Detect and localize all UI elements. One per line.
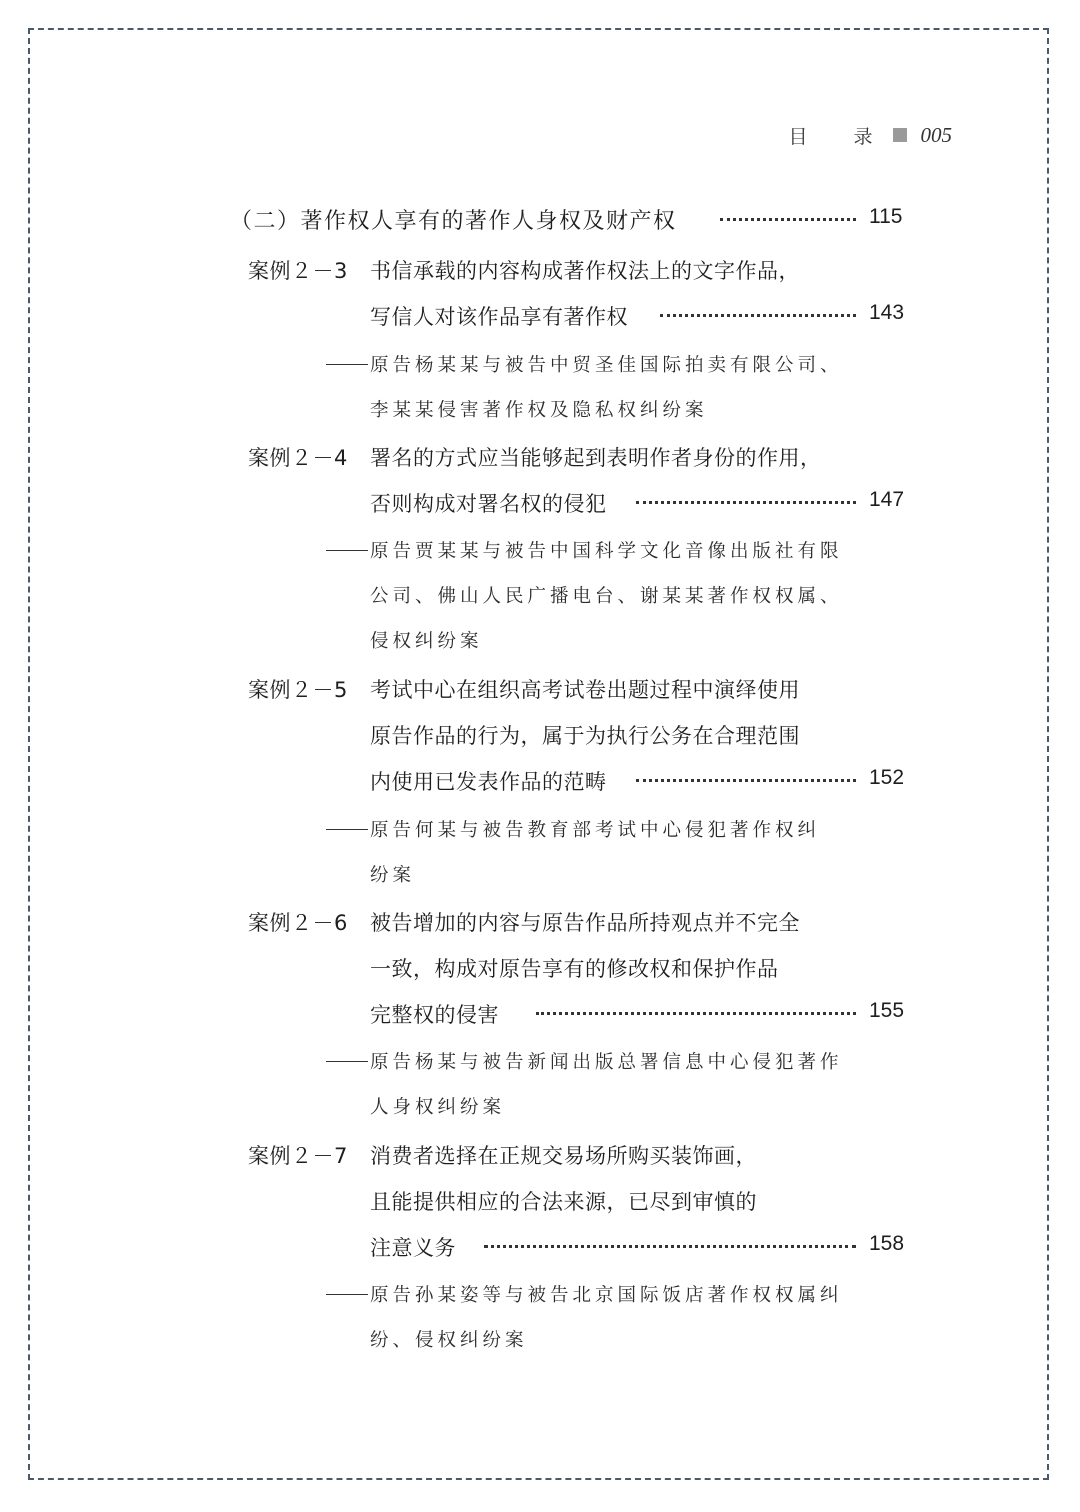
case-title-line: 一致，构成对原告享有的修改权和保护作品 [370, 957, 779, 981]
case-title-line: 考试中心在组织高考试卷出题过程中演绎使用 [370, 678, 800, 702]
case-page: 158 [869, 1232, 905, 1255]
case-subtitle-line: 原告何某与被告教育部考试中心侵犯著作权纠 [370, 820, 821, 841]
case-subtitle-line: 原告孙某姿等与被告北京国际饭店著作权权属纠 [370, 1285, 843, 1306]
case-title-line: 且能提供相应的合法来源，已尽到审慎的 [370, 1190, 757, 1214]
case-title-line: 否则构成对署名权的侵犯 [370, 492, 607, 516]
case-subtitle-line: 侵权纠纷案 [370, 631, 483, 652]
case-id: 案例２－3 [248, 259, 348, 283]
leader-dots [660, 314, 856, 317]
header-label: 目 录 [788, 125, 893, 148]
leader-dots [636, 501, 856, 504]
case-subtitle-line: 纷案 [370, 865, 416, 886]
case-subtitle-line: 原告贾某某与被告中国科学文化音像出版社有限 [370, 541, 843, 562]
case-id: 案例２－4 [248, 446, 348, 470]
case-page: 155 [869, 999, 905, 1022]
leader-dots [536, 1012, 856, 1015]
case-id: 案例２－5 [248, 678, 348, 702]
running-header [788, 120, 952, 150]
case-title-line: 被告增加的内容与原告作品所持观点并不完全 [370, 911, 800, 935]
case-subtitle-line: 李某某侵害著作权及隐私权纠纷案 [370, 400, 708, 421]
em-dash [326, 829, 368, 830]
page-border [28, 28, 1049, 1480]
leader-dots [636, 779, 856, 782]
case-subtitle-line: 公司、佛山人民广播电台、谢某某著作权权属、 [370, 586, 843, 607]
case-id: 案例２－6 [248, 911, 348, 935]
case-subtitle-line: 人身权纠纷案 [370, 1097, 506, 1118]
case-page: 147 [869, 488, 905, 511]
em-dash [326, 1294, 368, 1295]
case-title-line: 完整权的侵害 [370, 1003, 499, 1027]
case-page: 143 [869, 301, 905, 324]
section-title: （二）著作权人享有的著作人身权及财产权 [230, 209, 677, 234]
case-title-line: 原告作品的行为，属于为执行公务在合理范围 [370, 724, 800, 748]
case-title-line: 内使用已发表作品的范畴 [370, 770, 607, 794]
leader-dots [484, 1245, 856, 1248]
section-page: 115 [869, 205, 903, 228]
em-dash [326, 364, 368, 365]
case-subtitle-line: 原告杨某与被告新闻出版总署信息中心侵犯著作 [370, 1052, 843, 1073]
em-dash [326, 1061, 368, 1062]
em-dash [326, 550, 368, 551]
square-bullet-icon [893, 128, 907, 142]
header-page-number: 005 [920, 122, 952, 147]
case-subtitle-line: 纷、侵权纠纷案 [370, 1330, 528, 1351]
case-title-line: 消费者选择在正规交易场所购买装饰画， [370, 1144, 757, 1168]
case-title-line: 写信人对该作品享有著作权 [370, 305, 628, 329]
leader-dots [720, 218, 856, 221]
case-title-line: 注意义务 [370, 1236, 456, 1260]
case-title-line: 书信承载的内容构成著作权法上的文字作品， [370, 259, 800, 283]
case-title-line: 署名的方式应当能够起到表明作者身份的作用， [370, 446, 822, 470]
case-id: 案例２－7 [248, 1144, 348, 1168]
case-subtitle-line: 原告杨某某与被告中贸圣佳国际拍卖有限公司、 [370, 355, 843, 376]
case-page: 152 [869, 766, 905, 789]
